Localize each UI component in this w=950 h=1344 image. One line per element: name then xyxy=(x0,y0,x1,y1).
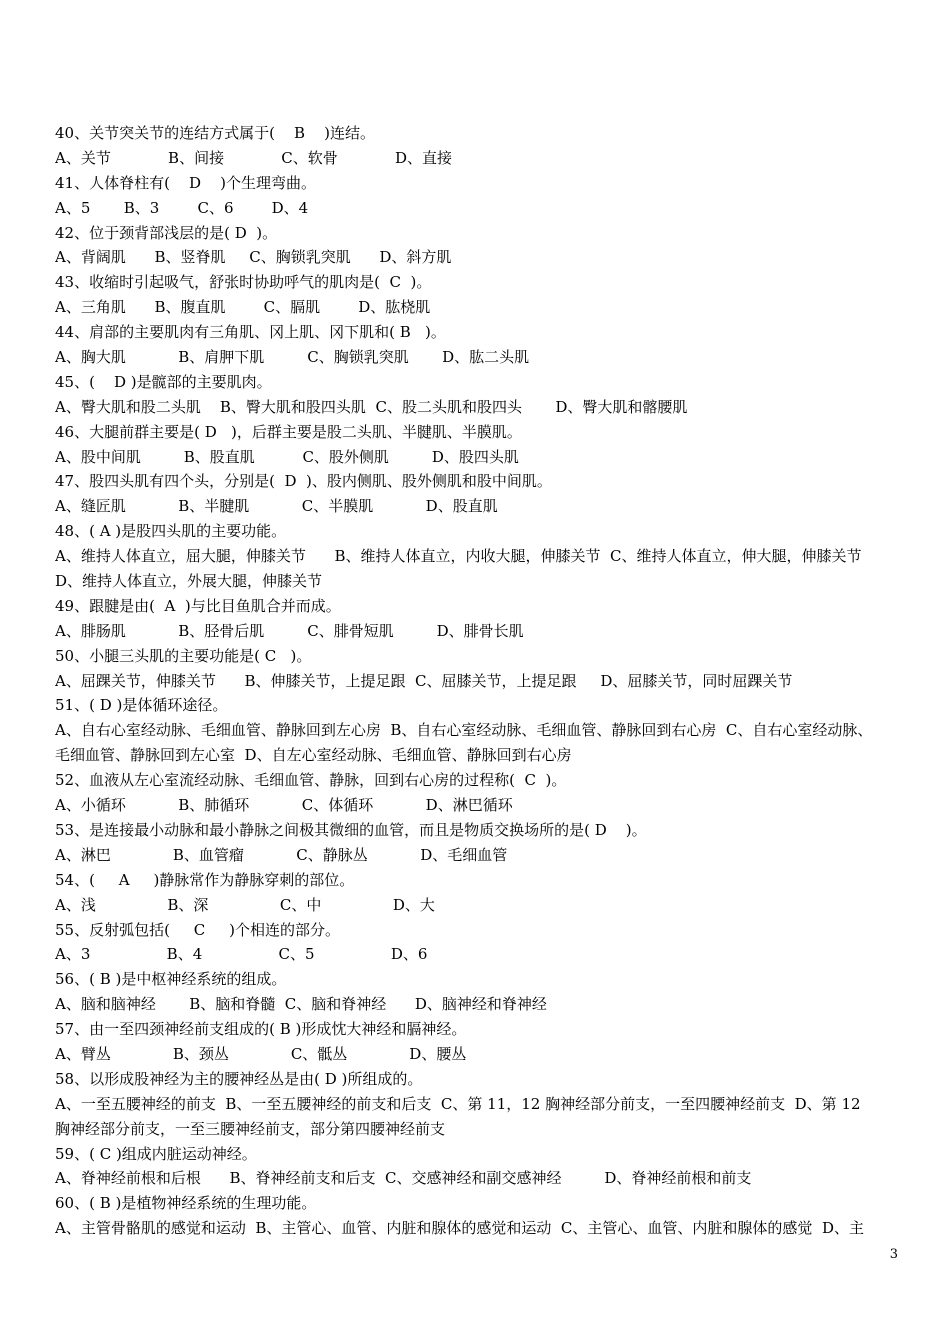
question-line: 51、( D )是体循环途径。 xyxy=(55,696,228,715)
question-line: 48、( A )是股四头肌的主要功能。 xyxy=(55,522,287,541)
question-list xyxy=(55,121,915,1241)
question-line: 55、反射弧包括( C )个相连的部分。 xyxy=(55,920,340,939)
options-line: A、一至五腰神经的前支 B、一至五腰神经的前支和后支 C、第 11，12 胸神经部分前支，一至四腰神经前支 D、第 12 xyxy=(55,1094,861,1113)
options-line: A、淋巴 B、血管瘤 C、静脉丛 D、毛细血管 xyxy=(55,845,508,864)
question-line: 60、( B )是植物神经系统的生理功能。 xyxy=(55,1194,317,1213)
options-line: A、维持人体直立，屈大腿，伸膝关节 B、维持人体直立，内收大腿，伸膝关节 C、维持人体直立，伸大腿，伸膝关节 xyxy=(55,547,862,566)
options-line: A、小循环 B、肺循环 C、体循环 D、淋巴循环 xyxy=(55,796,513,815)
question-line: 41、人体脊柱有( D )个生理弯曲。 xyxy=(55,173,316,192)
options-line: A、主管骨骼肌的感觉和运动 B、主管心、血管、内脏和腺体的感觉和运动 C、主管心、血管、内脏和腺体的感觉 D、主 xyxy=(55,1219,864,1238)
options-line: 毛细血管、静脉回到左心室 D、自左心室经动脉、毛细血管、静脉回到右心房 xyxy=(55,746,572,765)
options-line: A、脊神经前根和后根 B、脊神经前支和后支 C、交感神经和副交感神经 D、脊神经前根和前支 xyxy=(55,1169,752,1188)
question-line: 43、收缩时引起吸气，舒张时协助呼气的肌肉是( C )。 xyxy=(55,273,432,292)
question-line: 40、关节突关节的连结方式属于( B )连结。 xyxy=(55,124,375,142)
options-line: A、5 B、3 C、6 D、4 xyxy=(55,198,309,217)
options-line: A、脑和脑神经 B、脑和脊髓 C、脑和脊神经 D、脑神经和脊神经 xyxy=(55,995,547,1014)
question-line: 44、肩部的主要肌肉有三角肌、冈上肌、冈下肌和( B )。 xyxy=(55,323,446,342)
question-line: 59、( C )组成内脏运动神经。 xyxy=(55,1144,257,1163)
options-line: A、背阔肌 B、竖脊肌 C、胸锁乳突肌 D、斜方肌 xyxy=(55,248,452,267)
question-line: 46、大腿前群主要是( D )，后群主要是股二头肌、半腱肌、半膜肌。 xyxy=(55,422,522,441)
options-line: 胸神经部分前支，一至三腰神经前支，部分第四腰神经前支 xyxy=(55,1119,446,1138)
question-line: 53、是连接最小动脉和最小静脉之间极其微细的血管，而且是物质交换场所的是( D )。 xyxy=(55,820,647,839)
options-line: A、屈踝关节，伸膝关节 B、伸膝关节，上提足跟 C、屈膝关节，上提足跟 D、屈膝关节，同时屈踝关节 xyxy=(55,671,793,690)
question-line: 52、血液从左心室流经动脉、毛细血管、静脉，回到右心房的过程称( C )。 xyxy=(55,771,567,790)
options-line: A、自右心室经动脉、毛细血管、静脉回到左心房 B、自右心室经动脉、毛细血管、静脉回到右心房 C、自右心室经动脉、 xyxy=(55,721,873,740)
question-line: 54、( A )静脉常作为静脉穿刺的部位。 xyxy=(55,870,355,889)
options-line: A、关节 B、间接 C、软骨 D、直接 xyxy=(55,148,453,167)
question-line: 58、以形成股神经为主的腰神经丛是由( D )所组成的。 xyxy=(55,1069,423,1088)
question-line: 56、( B )是中枢神经系统的组成。 xyxy=(55,970,287,989)
options-line: A、股中间肌 B、股直肌 C、股外侧肌 D、股四头肌 xyxy=(55,447,519,466)
options-line: D、维持人体直立，外展大腿，伸膝关节 xyxy=(55,572,323,591)
options-line: A、3 B、4 C、5 D、6 xyxy=(55,945,428,964)
question-line: 50、小腿三头肌的主要功能是( C )。 xyxy=(55,646,312,665)
page-number: 3 xyxy=(889,1247,898,1262)
question-line: 42、位于颈背部浅层的是( D )。 xyxy=(55,223,278,242)
options-line: A、臂丛 B、颈丛 C、骶丛 D、腰丛 xyxy=(55,1044,467,1063)
options-line: A、三角肌 B、腹直肌 C、膈肌 D、肱桡肌 xyxy=(55,298,431,317)
options-line: A、缝匠肌 B、半腱肌 C、半膜肌 D、股直肌 xyxy=(55,497,498,516)
options-line: A、腓肠肌 B、胫骨后肌 C、腓骨短肌 D、腓骨长肌 xyxy=(55,621,524,640)
options-line: A、臀大肌和股二头肌 B、臀大肌和股四头肌 C、股二头肌和股四头 D、臀大肌和髂腰肌 xyxy=(55,397,688,416)
question-line: 47、股四头肌有四个头，分别是( D )、股内侧肌、股外侧肌和股中间肌。 xyxy=(55,472,552,491)
options-line: A、胸大肌 B、肩胛下肌 C、胸锁乳突肌 D、肱二头肌 xyxy=(55,348,530,367)
question-line: 45、( D )是髋部的主要肌肉。 xyxy=(55,372,272,391)
options-line: A、浅 B、深 C、中 D、大 xyxy=(55,895,435,914)
question-line: 49、跟腱是由( A )与比目鱼肌合并而成。 xyxy=(55,596,341,615)
question-line: 57、由一至四颈神经前支组成的( B )形成忱大神经和膈神经。 xyxy=(55,1020,467,1039)
